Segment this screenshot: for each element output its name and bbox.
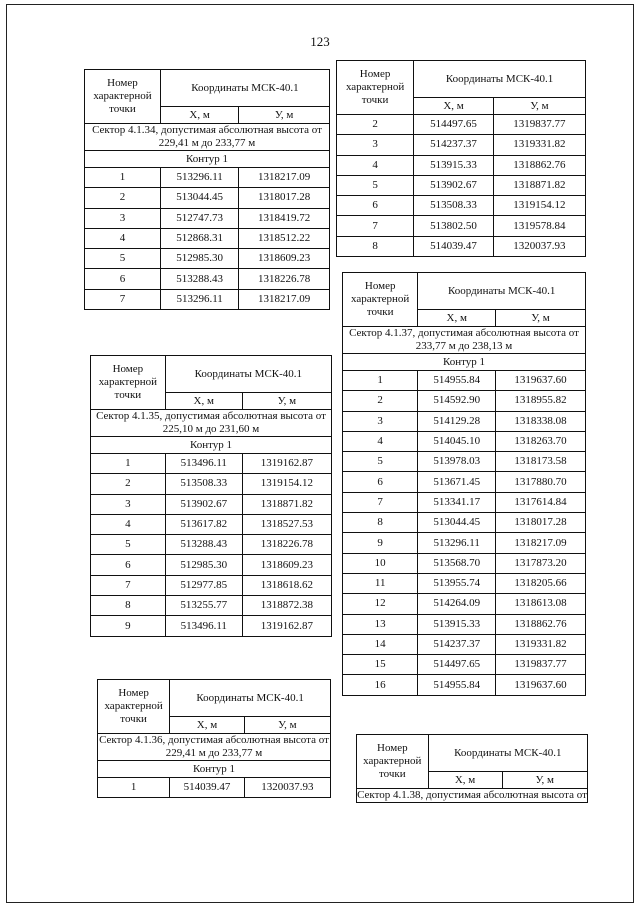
contour-row (85, 151, 330, 168)
table-header-row (337, 61, 586, 98)
coordinate-table (356, 734, 588, 803)
y-coordinate: 1318217.09 (239, 289, 330, 309)
x-coordinate: 513496.11 (165, 616, 242, 636)
y-coordinate: 1318226.78 (242, 535, 331, 555)
table-row (343, 391, 586, 411)
y-coordinate: 1319162.87 (242, 454, 331, 474)
table-row (343, 655, 586, 675)
x-coordinate: 514039.47 (414, 236, 494, 256)
y-coordinate: 1318609.23 (239, 249, 330, 269)
contour-row (91, 437, 332, 454)
coordinate-table (342, 272, 586, 696)
table-row (343, 533, 586, 553)
page-number: 123 (310, 34, 330, 49)
table-row (91, 454, 332, 474)
x-coordinate: 514237.37 (418, 634, 496, 654)
coordinate-table (97, 679, 331, 798)
point-number: 15 (343, 655, 418, 675)
x-coordinate: 514497.65 (414, 115, 494, 135)
x-coordinate: 513296.11 (160, 168, 238, 188)
x-coordinate: 513508.33 (414, 196, 494, 216)
y-coordinate: 1319578.84 (493, 216, 585, 236)
x-coordinate: 513617.82 (165, 514, 242, 534)
x-coordinate: 514045.10 (418, 431, 496, 451)
point-number: 3 (337, 135, 414, 155)
x-coordinate: 513915.33 (414, 155, 494, 175)
y-coordinate: 1318618.62 (242, 575, 331, 595)
table-row (337, 155, 586, 175)
y-coordinate: 1317880.70 (496, 472, 586, 492)
x-coordinate: 513902.67 (414, 175, 494, 195)
contour-label: Контур 1 (343, 354, 586, 371)
contour-label: Контур 1 (91, 437, 332, 454)
point-number: 8 (337, 236, 414, 256)
table-row (91, 555, 332, 575)
point-number: 16 (343, 675, 418, 695)
table-header-row (85, 70, 330, 107)
point-number: 1 (85, 168, 161, 188)
point-number: 10 (343, 553, 418, 573)
y-coordinate: 1319637.60 (496, 371, 586, 391)
sector-description: Сектор 4.1.34, допустимая абсолютная высота от 229,41 м до 233,77 м (85, 124, 330, 151)
contour-row (343, 354, 586, 371)
table-header-row (343, 273, 586, 310)
coordinates-header: Координаты МСК-40.1 (418, 273, 586, 310)
sector-row (343, 327, 586, 354)
y-coordinate: 1319837.77 (493, 115, 585, 135)
x-coordinate: 513902.67 (165, 494, 242, 514)
sector-row (98, 734, 331, 761)
x-header: Х, м (428, 772, 502, 789)
table-row (91, 494, 332, 514)
x-coordinate: 514955.84 (418, 675, 496, 695)
point-number: 3 (91, 494, 166, 514)
table-row (343, 594, 586, 614)
point-number: 4 (337, 155, 414, 175)
table-row (337, 135, 586, 155)
y-coordinate: 1317873.20 (496, 553, 586, 573)
y-header: У, м (239, 107, 330, 124)
y-coordinate: 1318862.76 (496, 614, 586, 634)
y-coordinate: 1318017.28 (239, 188, 330, 208)
table-row (343, 431, 586, 451)
coordinates-header: Координаты МСК-40.1 (414, 61, 586, 98)
x-header: Х, м (160, 107, 238, 124)
y-coordinate: 1318872.38 (242, 596, 331, 616)
y-coordinate: 1318609.23 (242, 555, 331, 575)
y-coordinate: 1318338.08 (496, 411, 586, 431)
point-number: 1 (98, 778, 170, 798)
point-number: 4 (85, 228, 161, 248)
y-header: У, м (502, 772, 587, 789)
table-row (85, 269, 330, 289)
point-number: 2 (85, 188, 161, 208)
sector-row (85, 124, 330, 151)
x-coordinate: 512985.30 (160, 249, 238, 269)
point-number-header: Номер характерной точки (91, 356, 166, 410)
point-number: 1 (343, 371, 418, 391)
x-coordinate: 513288.43 (165, 535, 242, 555)
point-number: 5 (85, 249, 161, 269)
point-number: 9 (91, 616, 166, 636)
point-number: 8 (343, 513, 418, 533)
point-number: 6 (85, 269, 161, 289)
table-row (98, 778, 331, 798)
point-number: 2 (343, 391, 418, 411)
x-coordinate: 514497.65 (418, 655, 496, 675)
table-row (343, 573, 586, 593)
table-row (85, 249, 330, 269)
table-row (337, 115, 586, 135)
sector-row (357, 789, 588, 803)
table-row (85, 188, 330, 208)
table-row (91, 474, 332, 494)
y-header: У, м (496, 310, 586, 327)
point-number: 5 (343, 452, 418, 472)
table-row (343, 411, 586, 431)
y-coordinate: 1318871.82 (493, 175, 585, 195)
contour-row (98, 761, 331, 778)
coordinates-header: Координаты МСК-40.1 (428, 735, 587, 772)
x-coordinate: 513568.70 (418, 553, 496, 573)
point-number: 6 (91, 555, 166, 575)
y-coordinate: 1319837.77 (496, 655, 586, 675)
y-coordinate: 1318226.78 (239, 269, 330, 289)
coordinates-header: Координаты МСК-40.1 (165, 356, 331, 393)
point-number: 7 (343, 492, 418, 512)
table-header-row (91, 356, 332, 393)
y-coordinate: 1319637.60 (496, 675, 586, 695)
x-header: Х, м (418, 310, 496, 327)
table-row (343, 472, 586, 492)
x-coordinate: 513955.74 (418, 573, 496, 593)
table-row (337, 175, 586, 195)
table-row (85, 289, 330, 309)
x-coordinate: 514039.47 (170, 778, 245, 798)
point-number: 7 (85, 289, 161, 309)
coordinate-table (336, 60, 586, 257)
x-coordinate: 513508.33 (165, 474, 242, 494)
y-coordinate: 1318862.76 (493, 155, 585, 175)
x-coordinate: 513296.11 (160, 289, 238, 309)
y-coordinate: 1317614.84 (496, 492, 586, 512)
x-coordinate: 514955.84 (418, 371, 496, 391)
x-header: Х, м (165, 393, 242, 410)
y-coordinate: 1319154.12 (242, 474, 331, 494)
table-row (85, 168, 330, 188)
point-number: 4 (91, 514, 166, 534)
point-number: 6 (337, 196, 414, 216)
sector-description: Сектор 4.1.38, допустимая абсолютная высота от (357, 789, 587, 801)
y-coordinate: 1319154.12 (493, 196, 585, 216)
point-number: 6 (343, 472, 418, 492)
point-number-header: Номер характерной точки (85, 70, 161, 124)
coordinate-table (90, 355, 332, 637)
point-number-header: Номер характерной точки (343, 273, 418, 327)
point-number: 5 (337, 175, 414, 195)
x-coordinate: 513044.45 (418, 513, 496, 533)
x-coordinate: 513044.45 (160, 188, 238, 208)
x-coordinate: 513288.43 (160, 269, 238, 289)
table-row (337, 216, 586, 236)
point-number: 7 (91, 575, 166, 595)
x-header: Х, м (170, 717, 245, 734)
point-number-header: Номер характерной точки (98, 680, 170, 734)
y-coordinate: 1319331.82 (496, 634, 586, 654)
table-row (91, 596, 332, 616)
x-coordinate: 512868.31 (160, 228, 238, 248)
x-coordinate: 513671.45 (418, 472, 496, 492)
table-row (91, 575, 332, 595)
sector-description: Сектор 4.1.36, допустимая абсолютная высота от 229,41 м до 233,77 м (99, 734, 329, 759)
table-row (337, 236, 586, 256)
point-number: 5 (91, 535, 166, 555)
table-row (91, 514, 332, 534)
coordinates-header: Координаты МСК-40.1 (160, 70, 329, 107)
y-coordinate: 1318527.53 (242, 514, 331, 534)
coordinate-table (84, 69, 330, 310)
y-coordinate: 1318871.82 (242, 494, 331, 514)
y-coordinate: 1319162.87 (242, 616, 331, 636)
x-coordinate: 512985.30 (165, 555, 242, 575)
table-row (343, 452, 586, 472)
x-coordinate: 514264.09 (418, 594, 496, 614)
table-row (343, 614, 586, 634)
table-row (85, 208, 330, 228)
y-coordinate: 1318217.09 (496, 533, 586, 553)
table-row (343, 634, 586, 654)
x-coordinate: 513341.17 (418, 492, 496, 512)
table-row (337, 196, 586, 216)
point-number: 11 (343, 573, 418, 593)
y-coordinate: 1318613.08 (496, 594, 586, 614)
x-coordinate: 512977.85 (165, 575, 242, 595)
y-coordinate: 1318017.28 (496, 513, 586, 533)
point-number: 2 (91, 474, 166, 494)
y-coordinate: 1318173.58 (496, 452, 586, 472)
y-coordinate: 1318955.82 (496, 391, 586, 411)
contour-label: Контур 1 (85, 151, 330, 168)
point-number: 12 (343, 594, 418, 614)
x-coordinate: 514129.28 (418, 411, 496, 431)
point-number: 4 (343, 431, 418, 451)
sector-description: Сектор 4.1.35, допустимая абсолютная высота от 225,10 м до 231,60 м (91, 410, 332, 437)
table-row (343, 553, 586, 573)
point-number-header: Номер характерной точки (357, 735, 429, 789)
point-number: 13 (343, 614, 418, 634)
point-number: 14 (343, 634, 418, 654)
table-header-row (98, 680, 331, 717)
y-coordinate: 1320037.93 (493, 236, 585, 256)
point-number: 2 (337, 115, 414, 135)
sector-row (91, 410, 332, 437)
y-coordinate: 1319331.82 (493, 135, 585, 155)
x-coordinate: 514237.37 (414, 135, 494, 155)
table-row (91, 535, 332, 555)
y-coordinate: 1318263.70 (496, 431, 586, 451)
point-number: 9 (343, 533, 418, 553)
sector-description: Сектор 4.1.37, допустимая абсолютная высота от 233,77 м до 238,13 м (343, 327, 586, 354)
point-number: 1 (91, 454, 166, 474)
point-number: 8 (91, 596, 166, 616)
table-header-row (357, 735, 588, 772)
table-row (85, 228, 330, 248)
y-coordinate: 1320037.93 (244, 778, 330, 798)
point-number: 3 (85, 208, 161, 228)
table-row (343, 675, 586, 695)
y-coordinate: 1318419.72 (239, 208, 330, 228)
y-header: У, м (244, 717, 330, 734)
y-coordinate: 1318217.09 (239, 168, 330, 188)
table-row (343, 513, 586, 533)
x-coordinate: 514592.90 (418, 391, 496, 411)
y-coordinate: 1318512.22 (239, 228, 330, 248)
point-number: 3 (343, 411, 418, 431)
y-header: У, м (242, 393, 331, 410)
y-header: У, м (493, 98, 585, 115)
x-header: Х, м (414, 98, 494, 115)
x-coordinate: 513255.77 (165, 596, 242, 616)
point-number-header: Номер характерной точки (337, 61, 414, 115)
x-coordinate: 512747.73 (160, 208, 238, 228)
x-coordinate: 513802.50 (414, 216, 494, 236)
x-coordinate: 513915.33 (418, 614, 496, 634)
table-row (91, 616, 332, 636)
x-coordinate: 513978.03 (418, 452, 496, 472)
contour-label: Контур 1 (98, 761, 331, 778)
table-row (343, 371, 586, 391)
x-coordinate: 513296.11 (418, 533, 496, 553)
table-row (343, 492, 586, 512)
point-number: 7 (337, 216, 414, 236)
y-coordinate: 1318205.66 (496, 573, 586, 593)
x-coordinate: 513496.11 (165, 454, 242, 474)
coordinates-header: Координаты МСК-40.1 (170, 680, 331, 717)
